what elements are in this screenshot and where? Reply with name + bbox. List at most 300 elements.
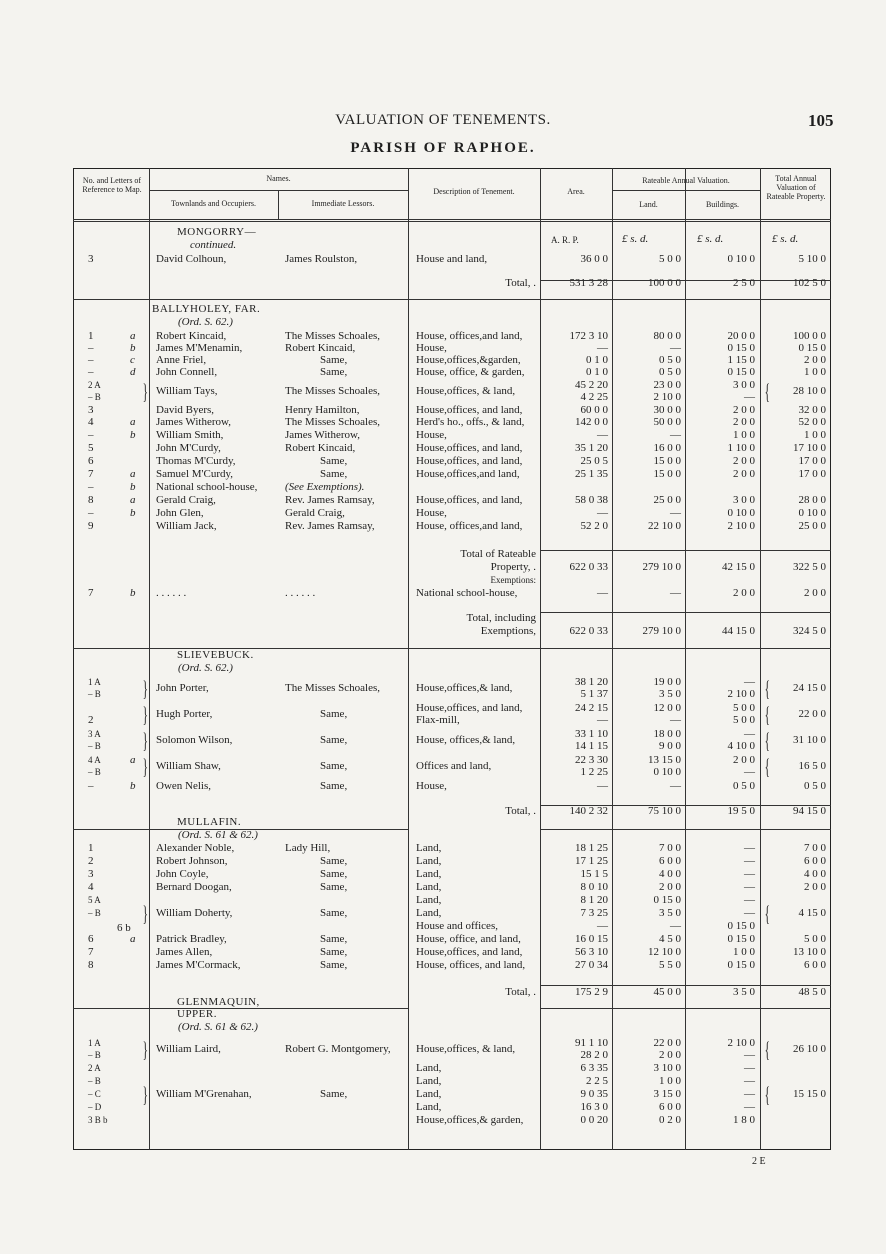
tenement-description: House, (416, 507, 447, 519)
row-ref: – (88, 354, 94, 366)
area-value: 38 1 20 (575, 676, 608, 688)
total-value: 24 15 0 (793, 682, 826, 694)
land-value: 0 15 0 (653, 894, 681, 906)
buildings-value: 2 0 0 (733, 468, 755, 480)
tenement-description: House,offices,and land, (416, 468, 520, 480)
immediate-lessor: Same, (320, 946, 348, 958)
row-ref: 4 A (88, 755, 101, 765)
brace-icon: } (142, 1082, 148, 1107)
buildings-value: 2 0 0 (733, 455, 755, 467)
tenement-description: House, office, & garden, (416, 366, 525, 378)
area-value: — (597, 780, 608, 792)
occupier-name: William Shaw, (156, 760, 221, 772)
immediate-lessor: The Misses Schoales, (285, 416, 381, 428)
occupier-name: SLIEVEBUCK. (177, 649, 254, 661)
row-ref: 8 (88, 494, 94, 506)
buildings-value: — (744, 855, 755, 867)
row-ref: – (88, 481, 94, 493)
occupier-name: James M'Cormack, (156, 959, 241, 971)
total-rule (540, 612, 831, 613)
signature-mark: 2 E (752, 1156, 766, 1167)
area-value: 172 3 10 (569, 330, 608, 342)
row-ref: 3 B b (88, 1115, 108, 1125)
buildings-value: — (744, 1062, 755, 1074)
row-sub-ref: d (130, 366, 136, 378)
area-value: 5 1 37 (580, 688, 608, 700)
area-value: 58 0 38 (575, 494, 608, 506)
area-value: 28 2 0 (580, 1049, 608, 1061)
land-value: 22 0 0 (653, 1037, 681, 1049)
buildings-value: 0 15 0 (727, 366, 755, 378)
section-rule (73, 648, 831, 649)
buildings-value: 2 0 0 (733, 587, 755, 599)
area-units: A. R. P. (551, 235, 579, 245)
land-value: 4 5 0 (659, 933, 681, 945)
buildings-value: 19 5 0 (727, 805, 755, 817)
section-rule (73, 829, 408, 830)
immediate-lessor: Robert Kincaid, (285, 442, 356, 454)
area-value: 52 2 0 (580, 520, 608, 532)
buildings-value: — (744, 907, 755, 919)
total-value: 28 0 0 (798, 494, 826, 506)
land-value: 100 0 0 (648, 277, 681, 289)
tenement-description: House,offices, and land, (416, 494, 523, 506)
tenement-description: Land, (416, 907, 442, 919)
row-sub-ref: b (130, 780, 136, 792)
brace-icon: } (142, 1037, 148, 1062)
total-value: 28 10 0 (793, 385, 826, 397)
total-units: £ s. d. (772, 233, 799, 245)
buildings-value: 0 15 0 (727, 959, 755, 971)
area-value: 45 2 20 (575, 379, 608, 391)
brace-icon: } (142, 754, 148, 779)
buildings-value: 0 15 0 (727, 342, 755, 354)
area-value: 140 2 32 (569, 805, 608, 817)
tenement-description: House,offices, & land, (416, 385, 516, 397)
row-sub-ref: b (130, 587, 136, 599)
tenement-description: House,offices, and land, (416, 442, 523, 454)
col-divider (760, 168, 761, 1150)
immediate-lessor: Same, (320, 366, 348, 378)
tenement-description: Land, (416, 1075, 442, 1087)
row-ref: 3 (88, 868, 94, 880)
area-value: 531 3 28 (569, 277, 608, 289)
occupier-name: Robert Kincaid, (156, 330, 227, 342)
total-value: 6 0 0 (804, 959, 826, 971)
occupier-name: continued. (190, 239, 237, 251)
tenement-description: Herd's ho., offs., & land, (416, 416, 525, 428)
occupier-name: William Smith, (156, 429, 224, 441)
land-value: 2 0 0 (659, 881, 681, 893)
tenement-description: House,offices,& garden, (416, 1114, 524, 1126)
area-value: 0 1 0 (586, 354, 608, 366)
tenement-description: Land, (416, 868, 442, 880)
header-rule (73, 219, 831, 220)
buildings-value: 0 15 0 (727, 933, 755, 945)
area-value: 22 3 30 (575, 754, 608, 766)
occupier-name: Owen Nelis, (156, 780, 211, 792)
total-value: 26 10 0 (793, 1043, 826, 1055)
total-value: 0 15 0 (798, 342, 826, 354)
occupier-name: William Tays, (156, 385, 218, 397)
col-names-header: Names. (266, 174, 291, 183)
land-value: — (670, 780, 681, 792)
row-ref: 2 (88, 714, 94, 726)
area-value: — (597, 920, 608, 932)
row-ref: 3 A (88, 729, 101, 739)
immediate-lessor: . . . . . . (285, 587, 316, 599)
col-divider (540, 168, 541, 1150)
row-ref: 6 (88, 455, 94, 467)
col-lessors-header: Immediate Lessors. (311, 199, 375, 208)
row-ref: 9 (88, 520, 94, 532)
occupier-name: John Connell, (156, 366, 218, 378)
occupier-name: GLENMAQUIN, (177, 996, 260, 1008)
row-ref: 7 (88, 468, 94, 480)
total-value: 5 10 0 (798, 253, 826, 265)
buildings-value: 0 5 0 (733, 780, 755, 792)
row-ref: – B (88, 908, 101, 918)
tenement-description: Land, (416, 842, 442, 854)
land-value: 15 0 0 (653, 455, 681, 467)
total-rule (540, 805, 831, 806)
buildings-value: 44 15 0 (722, 625, 755, 637)
immediate-lessor: The Misses Schoales, (285, 682, 381, 694)
immediate-lessor: Same, (320, 455, 348, 467)
land-value: 279 10 0 (642, 561, 681, 573)
tenement-description: House and land, (416, 253, 488, 265)
land-value: 279 10 0 (642, 625, 681, 637)
occupier-name: (Ord. S. 61 & 62.) (178, 829, 258, 841)
tenement-description: House, offices,& land, (416, 734, 516, 746)
area-value: 17 1 25 (575, 855, 608, 867)
area-value: 91 1 10 (575, 1037, 608, 1049)
area-value: 1 2 25 (580, 766, 608, 778)
buildings-value: — (744, 1101, 755, 1113)
buildings-units: £ s. d. (697, 233, 724, 245)
total-value: 94 15 0 (793, 805, 826, 817)
total-rule (540, 550, 831, 551)
occupier-name: . . . . . . (156, 587, 187, 599)
land-value: 22 10 0 (648, 520, 681, 532)
total-value: 13 10 0 (793, 946, 826, 958)
buildings-value: 4 10 0 (727, 740, 755, 752)
buildings-value: 2 10 0 (727, 520, 755, 532)
brace-icon: } (142, 728, 148, 753)
immediate-lessor: Same, (320, 354, 348, 366)
buildings-value: 2 0 0 (733, 416, 755, 428)
tenement-description: Exemptions: (490, 575, 536, 585)
area-value: 8 1 20 (580, 894, 608, 906)
total-value: 1 0 0 (804, 429, 826, 441)
col-buildings-header: Buildings. (705, 200, 740, 209)
row-ref: 7 (88, 946, 94, 958)
buildings-value: 42 15 0 (722, 561, 755, 573)
buildings-value: 5 0 0 (733, 702, 755, 714)
area-value: — (597, 714, 608, 726)
land-value: 30 0 0 (653, 404, 681, 416)
tenement-description: Land, (416, 1062, 442, 1074)
row-ref: – C (88, 1089, 101, 1099)
row-ref: 1 (88, 330, 94, 342)
land-value: 25 0 0 (653, 494, 681, 506)
row-sub-ref: b (130, 481, 136, 493)
buildings-value: 0 15 0 (727, 920, 755, 932)
col-divider (408, 168, 409, 1150)
tenement-description: House and offices, (416, 920, 498, 932)
section-rule (540, 829, 831, 830)
tenement-description: House,offices, and land, (416, 455, 523, 467)
tenement-description: Land, (416, 881, 442, 893)
immediate-lessor: Same, (320, 907, 348, 919)
total-value: 7 0 0 (804, 842, 826, 854)
buildings-value: — (744, 1049, 755, 1061)
land-value: 5 5 0 (659, 959, 681, 971)
area-value: — (597, 507, 608, 519)
occupier-name: John Coyle, (156, 868, 209, 880)
total-value: 17 10 0 (793, 442, 826, 454)
immediate-lessor: Same, (320, 780, 348, 792)
header-rule (612, 190, 760, 191)
row-ref: – (88, 366, 94, 378)
total-value: 4 0 0 (804, 868, 826, 880)
immediate-lessor: Same, (320, 708, 348, 720)
row-ref: – B (88, 392, 101, 402)
total-value: 16 5 0 (798, 760, 826, 772)
buildings-value: 2 10 0 (727, 1037, 755, 1049)
row-sub-ref: a (130, 933, 136, 945)
buildings-value: — (744, 1075, 755, 1087)
land-value: 4 0 0 (659, 868, 681, 880)
immediate-lessor: Same, (320, 468, 348, 480)
area-value: 33 1 10 (575, 728, 608, 740)
occupier-name: William Doherty, (156, 907, 233, 919)
total-value: 22 0 0 (798, 708, 826, 720)
row-ref: 1 (88, 842, 94, 854)
immediate-lessor: (See Exemptions). (285, 481, 365, 493)
row-ref: – B (88, 767, 101, 777)
land-value: 23 0 0 (653, 379, 681, 391)
parish-title: PARISH OF RAPHOE. (350, 140, 536, 156)
brace-icon: { (764, 1037, 770, 1062)
total-value: 52 0 0 (798, 416, 826, 428)
tenement-description: Property, . (490, 561, 536, 573)
row-sub-ref: b (130, 429, 136, 441)
tenement-description: House, (416, 780, 447, 792)
total-value: 17 0 0 (798, 455, 826, 467)
buildings-value: 20 0 0 (727, 330, 755, 342)
occupier-name: Samuel M'Curdy, (156, 468, 234, 480)
occupier-name: Robert Johnson, (156, 855, 228, 867)
tenement-description: Total, . (505, 986, 536, 998)
brace-icon: { (764, 702, 770, 727)
occupier-name: UPPER. (177, 1008, 217, 1020)
row-ref: 2 A (88, 380, 101, 390)
col-land-header: Land. (639, 200, 658, 209)
brace-icon: { (764, 728, 770, 753)
row-ref: – B (88, 689, 101, 699)
area-value: 4 2 25 (580, 391, 608, 403)
occupier-name: Thomas M'Curdy, (156, 455, 236, 467)
buildings-value: 0 10 0 (727, 507, 755, 519)
area-value: 622 0 33 (569, 561, 608, 573)
row-ref: 3 (88, 253, 94, 265)
immediate-lessor: Same, (320, 734, 348, 746)
page-number: 105 (808, 111, 834, 130)
land-value: 6 0 0 (659, 1101, 681, 1113)
land-value: 80 0 0 (653, 330, 681, 342)
area-value: 7 3 25 (580, 907, 608, 919)
land-value: 18 0 0 (653, 728, 681, 740)
buildings-value: 2 0 0 (733, 754, 755, 766)
row-sub-ref: a (130, 330, 136, 342)
immediate-lessor: Rev. James Ramsay, (285, 520, 375, 532)
land-value: 3 5 0 (659, 688, 681, 700)
land-value: 3 10 0 (653, 1062, 681, 1074)
occupier-name: MONGORRY— (177, 226, 257, 238)
section-rule (73, 1008, 408, 1009)
total-value: 48 5 0 (798, 986, 826, 998)
occupier-name: William Jack, (156, 520, 217, 532)
area-value: 8 0 10 (580, 881, 608, 893)
land-value: — (670, 429, 681, 441)
immediate-lessor: Same, (320, 855, 348, 867)
area-value: 25 1 35 (575, 468, 608, 480)
buildings-value: — (744, 766, 755, 778)
occupier-name: Anne Friel, (156, 354, 207, 366)
area-value: 14 1 15 (575, 740, 608, 752)
brace-icon: } (142, 702, 148, 727)
occupier-name: Bernard Doogan, (156, 881, 232, 893)
col-total-header: Total Annual Valuation of Rateable Property. (766, 174, 826, 201)
buildings-value: 0 10 0 (727, 253, 755, 265)
immediate-lessor: Same, (320, 881, 348, 893)
row-ref: – B (88, 741, 101, 751)
buildings-value: — (744, 881, 755, 893)
brace-icon: } (142, 379, 148, 404)
buildings-value: — (744, 1088, 755, 1100)
total-value: 100 0 0 (793, 330, 826, 342)
land-value: 7 0 0 (659, 842, 681, 854)
row-ref: – (88, 429, 94, 441)
total-rule (540, 280, 831, 281)
row-sub-ref: a (130, 494, 136, 506)
section-rule (73, 299, 831, 300)
land-value: — (670, 920, 681, 932)
immediate-lessor: Rev. James Ramsay, (285, 494, 375, 506)
tenement-description: House, (416, 342, 447, 354)
occupier-name: (Ord. S. 61 & 62.) (178, 1021, 258, 1033)
tenement-description: House,offices, & land, (416, 1043, 516, 1055)
row-ref: – D (88, 1102, 102, 1112)
land-value: 15 0 0 (653, 468, 681, 480)
row-ref: 4 (88, 416, 94, 428)
row-ref: 1 A (88, 1038, 101, 1048)
buildings-value: — (744, 728, 755, 740)
land-value: 2 10 0 (653, 391, 681, 403)
tenement-description: House,offices,&garden, (416, 354, 521, 366)
immediate-lessor: Robert G. Montgomery, (285, 1043, 391, 1055)
row-sub-ref: a (130, 754, 136, 766)
occupier-name: John Porter, (156, 682, 209, 694)
occupier-name: William Laird, (156, 1043, 221, 1055)
total-value: 17 0 0 (798, 468, 826, 480)
occupier-name: William M'Grenahan, (156, 1088, 252, 1100)
row-sub-ref: a (130, 468, 136, 480)
land-value: 0 10 0 (653, 766, 681, 778)
area-value: 56 3 10 (575, 946, 608, 958)
land-value: 3 15 0 (653, 1088, 681, 1100)
brace-icon: { (764, 379, 770, 404)
tenement-description: Total, including (466, 612, 536, 624)
immediate-lessor: Same, (320, 933, 348, 945)
total-value: 15 15 0 (793, 1088, 826, 1100)
tenement-description: Offices and land, (416, 760, 492, 772)
buildings-value: 1 0 0 (733, 429, 755, 441)
buildings-value: — (744, 391, 755, 403)
occupier-name: MULLAFIN. (177, 816, 242, 828)
area-value: 16 0 15 (575, 933, 608, 945)
tenement-description: Land, (416, 1088, 442, 1100)
tenement-description: House, office, and land, (416, 933, 521, 945)
row-sub-ref: a (130, 416, 136, 428)
row-ref: – (88, 780, 94, 792)
section-rule (540, 1008, 831, 1009)
area-value: 25 0 5 (580, 455, 608, 467)
row-ref: 5 (88, 442, 94, 454)
total-value: 4 15 0 (798, 907, 826, 919)
tenement-description: Total, . (505, 805, 536, 817)
area-value: 27 0 34 (575, 959, 608, 971)
land-value: 9 0 0 (659, 740, 681, 752)
row-ref: 2 (88, 855, 94, 867)
row-ref: – (88, 507, 94, 519)
buildings-value: — (744, 894, 755, 906)
area-value: — (597, 429, 608, 441)
occupier-name: (Ord. S. 62.) (178, 662, 233, 674)
land-value: 0 2 0 (659, 1114, 681, 1126)
buildings-value: 3 5 0 (733, 986, 755, 998)
area-value: 36 0 0 (580, 253, 608, 265)
row-ref: 6 (88, 933, 94, 945)
col-townlands-header: Townlands and Occupiers. (171, 199, 256, 208)
buildings-value: 5 0 0 (733, 714, 755, 726)
tenement-description: House, offices,and land, (416, 520, 523, 532)
buildings-value: — (744, 842, 755, 854)
total-value: 1 0 0 (804, 366, 826, 378)
row-ref: 3 (88, 404, 94, 416)
row-ref: 4 (88, 881, 94, 893)
area-value: 15 1 5 (580, 868, 608, 880)
area-value: 18 1 25 (575, 842, 608, 854)
land-value: 50 0 0 (653, 416, 681, 428)
tenement-description: Flax-mill, (416, 714, 460, 726)
total-rule (540, 985, 831, 986)
brace-icon: { (764, 754, 770, 779)
buildings-value: 1 0 0 (733, 946, 755, 958)
land-value: 5 0 0 (659, 253, 681, 265)
buildings-value: 3 0 0 (733, 494, 755, 506)
occupier-name: Patrick Bradley, (156, 933, 227, 945)
buildings-value: — (744, 868, 755, 880)
row-ref: – B (88, 1050, 101, 1060)
col-divider (685, 168, 686, 1150)
total-value: 0 5 0 (804, 780, 826, 792)
buildings-value: 2 10 0 (727, 688, 755, 700)
row-ref: 5 A (88, 895, 101, 905)
land-value: 19 0 0 (653, 676, 681, 688)
occupier-name: National school-house, (156, 481, 258, 493)
